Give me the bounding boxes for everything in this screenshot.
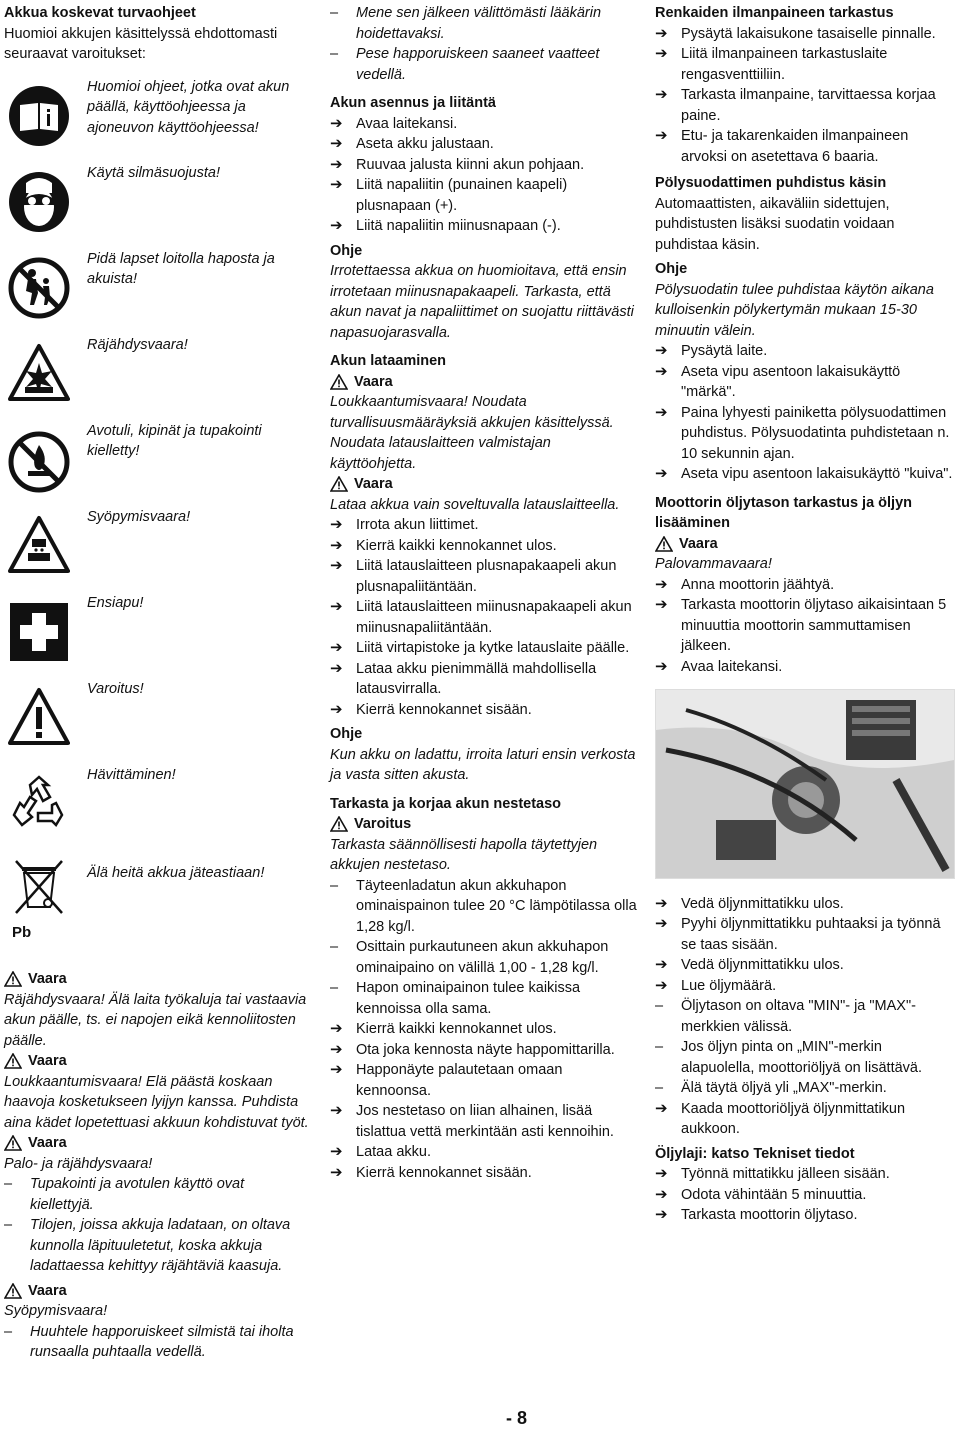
danger-label: Vaara [354, 373, 393, 390]
warning-text: Syöpymisvaara! [4, 1303, 108, 1319]
list-item: ➔ Aseta vipu asentoon lakaisukäyttö "kuiva". [655, 464, 957, 485]
symbol-text: Hävittäminen! [87, 766, 176, 783]
eye-protection-icon [8, 171, 70, 233]
list-item: ➔ Pysäytä laite. [655, 341, 957, 362]
list-item: ➔ Aseta vipu asentoon lakaisukäyttö "märkä". [655, 362, 957, 403]
warning-text: Lataa akkua vain soveltuvalla latauslaitteella. [330, 496, 620, 513]
danger-heading [4, 1281, 310, 1302]
danger-heading [4, 969, 310, 990]
list-item: – Tupakointi ja avotulen käyttö ovat kiellettyjä. [4, 1174, 310, 1215]
install-steps [330, 114, 637, 237]
list-item: – Täyteenladatun akun akkuhapon ominaispainon tulee 20 °C lämpötilassa olla 1,28 kg/l. [330, 876, 637, 938]
first-aid-icon [8, 601, 70, 663]
crossed-bin-icon [8, 855, 70, 917]
danger-label: Vaara [354, 476, 393, 492]
battery-warnings [4, 969, 310, 1363]
list-item: – Hapon ominaipainon tulee kaikissa kennoissa olla sama. [330, 978, 637, 1019]
list-item: ➔ Kierrä kaikki kennokannet ulos. [330, 536, 637, 557]
danger-heading [4, 1051, 310, 1072]
section-title-dust-filter: Pölysuodattimen puhdistus käsin [655, 175, 887, 191]
symbol-text: Pidä lapset loitolla haposta ja akuista! [87, 250, 275, 287]
list-item: ➔ Pyyhi öljynmittatikku puhtaaksi ja työnnä se taas sisään. [655, 914, 957, 955]
list-item: ➔ Vedä öljynmittatikku ulos. [655, 894, 957, 915]
warning-text: Palo- ja räjähdysvaara! [4, 1155, 153, 1172]
list-item: – Jos öljyn pinta on „MIN"-merkin alapuolella, moottoriöljyä on lisättävä. [655, 1037, 957, 1078]
list-item: – Huuhtele happoruiskeet silmistä tai iholta runsaalla puhtaalla vedellä. [4, 1322, 310, 1363]
danger-heading [330, 474, 637, 495]
list-item: ➔ Kierrä kennokannet sisään. [330, 1163, 637, 1184]
list-item: ➔ Etu- ja takarenkaiden ilmanpaineen arvoksi on asetettava 6 baaria. [655, 126, 957, 167]
danger-label: Vaara [28, 1282, 67, 1299]
list-item: ➔ Odota vähintään 5 minuuttia. [655, 1185, 957, 1206]
oil-steps-2 [655, 894, 957, 1140]
list-item: ➔ Lue öljymäärä. [655, 976, 957, 997]
note-text: Pölysuodatin tulee puhdistaa käytön aikana kulloisenkin pölykertymän mukaan 15-30 minuutin välein. [655, 281, 934, 339]
note-heading: Ohje [655, 261, 688, 277]
filter-steps [655, 341, 957, 485]
list-item: – Pese happoruiskeen saaneet vaatteet vedellä. [330, 44, 637, 85]
filter-text: Automaattisten, aikaväliin sidettujen, puhdistusten lisäksi suodatin voidaan puhdistaa käsin. [655, 195, 895, 253]
section-title-oil-type: Öljylaji: katso Tekniset tiedot [655, 1145, 855, 1162]
list-item: ➔ Irrota akun liittimet. [330, 515, 637, 536]
symbol-text: Räjähdysvaara! [87, 336, 188, 353]
list-item: ➔ Liitä latauslaitteen miinusnapakaapeli akun miinusnapaliitäntään. [330, 597, 637, 638]
list-item: ➔ Tarkasta ilmanpaine, tarvittaessa korjaa paine. [655, 85, 957, 126]
list-item: ➔ Vedä öljynmittatikku ulos. [655, 955, 957, 976]
engine-photo [655, 689, 955, 879]
section-title-tire-pressure: Renkaiden ilmanpaineen tarkastus [655, 5, 894, 21]
list-item: ➔ Liitä napaliitin miinusnapaan (-). [330, 216, 637, 237]
recycling-icon [8, 773, 70, 835]
danger-heading [4, 1133, 310, 1154]
corrosive-hazard-icon [8, 515, 70, 577]
list-item: ➔ Aseta akku jalustaan. [330, 134, 637, 155]
list-item: ➔ Ruuvaa jalusta kiinni akun pohjaan. [330, 155, 637, 176]
list-item: – Mene sen jälkeen välittömästi lääkärin hoidettavaksi. [330, 3, 637, 44]
list-item: ➔ Tarkasta moottorin öljytaso. [655, 1205, 957, 1226]
list-item: – Osittain purkautuneen akun akkuhapon ominaipaino on välillä 1,00 - 1,28 kg/l. [330, 937, 637, 978]
battery-safety-intro: Huomioi akkujen käsittelyssä ehdottomasti seuraavat varoitukset: [4, 25, 278, 62]
no-open-flame-icon [8, 431, 70, 493]
column-3 [655, 3, 957, 1226]
list-item: ➔ Kierrä kennokannet sisään. [330, 700, 637, 721]
note-text: Kun akku on ladattu, irroita laturi ensin verkosta ja vasta sitten akusta. [330, 746, 636, 783]
note-text: Irrotettaessa akkua on huomioitava, että ensin irrotetaan miinusnapakaapeli. Tarkasta, että akun navat ja napaliittimet on suojattu riittävästi napasuojarasvalla. [330, 263, 634, 341]
list-item: ➔ Työnnä mittatikku jälleen sisään. [655, 1164, 957, 1185]
symbol-table [4, 77, 310, 997]
warning-text: Tarkasta säännöllisesti hapolla täytettyjen akkujen nestetaso. [330, 836, 598, 873]
caution-heading [330, 814, 637, 835]
column-2 [330, 3, 637, 1183]
section-title-battery-safety: Akkua koskevat turvaohjeet [4, 5, 196, 21]
symbol-text: Syöpymisvaara! [87, 508, 191, 525]
warning-triangle-icon [4, 1053, 22, 1069]
list-item: ➔ Liitä napaliitin (punainen kaapeli) plusnapaan (+). [330, 175, 637, 216]
fluid-items [330, 876, 637, 1184]
danger-label: Vaara [28, 1053, 67, 1069]
list-item: ➔ Liitä ilmanpaineen tarkastuslaite rengasventtiiliin. [655, 44, 957, 85]
warning-triangle-icon [4, 1135, 22, 1151]
warning-triangle-icon [4, 1283, 22, 1299]
section-title-charging: Akun lataaminen [330, 353, 447, 369]
symbol-text: Avotuli, kipinät ja tupakointi kielletty! [87, 422, 262, 459]
list-item: ➔ Jos nestetaso on liian alhainen, lisää tislattua vettä merkintään asti kennoihin. [330, 1101, 637, 1142]
section-title-oil-check: Moottorin öljytason tarkastus ja öljyn lisääminen [655, 494, 913, 531]
warning-icon [8, 687, 70, 749]
symbol-text: Älä heitä akkua jäteastiaan! [87, 864, 265, 881]
danger-heading [330, 372, 637, 393]
lead-label: Pb [12, 923, 32, 941]
warning-text: Loukkaantumisvaara! Elä päästä koskaan haavoja kosketukseen lyijyn kanssa. Puhdista aina kädet lopetettuasi akkuun kohdistuvat työt. [4, 1073, 309, 1131]
warning-text: Palovammavaara! [655, 556, 772, 572]
list-item: ➔ Paina lyhyesti painiketta pölysuodattimen puhdistus. Pölysuodatinta puhdistetaan n. 10 sekunnin ajan. [655, 403, 957, 465]
warning-triangle-icon [655, 536, 673, 552]
page-number: - 8 [506, 1408, 528, 1428]
list-item: ➔ Avaa laitekansi. [330, 114, 637, 135]
list-item: ➔ Tarkasta moottorin öljytaso aikaisintaan 5 minuuttia moottorin sammuttamisen jälkeen. [655, 595, 957, 657]
symbol-text: Ensiapu! [87, 594, 144, 611]
manual-icon [8, 85, 70, 147]
list-item: ➔ Kierrä kaikki kennokannet ulos. [330, 1019, 637, 1040]
danger-label: Vaara [679, 535, 718, 552]
list-item: ➔ Ota joka kennosta näyte happomittarilla. [330, 1040, 637, 1061]
oil-steps-1 [655, 575, 957, 678]
acid-dash-list [330, 3, 637, 85]
warning-triangle-icon [4, 971, 22, 987]
keep-children-away-icon [8, 257, 70, 319]
section-title-install: Akun asennus ja liitäntä [330, 95, 496, 111]
symbol-text: Huomioi ohjeet, jotka ovat akun päällä, käyttöohjeessa ja ajoneuvon käyttöohjeessa! [87, 78, 290, 136]
warning-triangle-icon [330, 374, 348, 390]
list-item: – Älä täytä öljyä yli „MAX"-merkin. [655, 1078, 957, 1099]
list-item: – Öljytason on oltava "MIN"- ja "MAX"-merkkien välissä. [655, 996, 957, 1037]
column-1 [4, 3, 310, 1360]
list-item: ➔ Avaa laitekansi. [655, 657, 957, 678]
list-item: ➔ Pysäytä lakaisukone tasaiselle pinnalle. [655, 24, 957, 45]
list-item: ➔ Liitä latauslaitteen plusnapakaapeli akun plusnapaliitäntään. [330, 556, 637, 597]
danger-label: Vaara [28, 1135, 67, 1151]
list-item: ➔ Kaada moottoriöljyä öljynmittatikun aukkoon. [655, 1099, 957, 1140]
oil-type-steps [655, 1164, 957, 1226]
warning-triangle-icon [330, 816, 348, 832]
danger-heading [655, 534, 957, 555]
warning-dash-list [4, 1322, 310, 1363]
note-heading: Ohje [330, 726, 363, 742]
symbol-text: Varoitus! [87, 680, 144, 697]
warning-dash-list [4, 1174, 310, 1277]
list-item: ➔ Lataa akku. [330, 1142, 637, 1163]
section-title-fluid-level: Tarkasta ja korjaa akun nestetaso [330, 795, 562, 812]
symbol-text: Käytä silmäsuojusta! [87, 164, 220, 181]
list-item: ➔ Liitä virtapistoke ja kytke latauslaite päälle. [330, 638, 637, 659]
note-heading: Ohje [330, 242, 363, 259]
charge-steps [330, 515, 637, 720]
warning-text: Räjähdysvaara! Älä laita työkaluja tai vastaavia akun päälle, ts. ei napojen eikä kennoliitosten päälle. [4, 991, 307, 1049]
danger-label: Vaara [28, 971, 67, 987]
list-item: ➔ Lataa akku pienimmällä mahdollisella latausvirralla. [330, 659, 637, 700]
caution-label: Varoitus [354, 816, 412, 832]
list-item: ➔ Anna moottorin jäähtyä. [655, 575, 957, 596]
list-item: ➔ Happonäyte palautetaan omaan kennoonsa. [330, 1060, 637, 1101]
warning-text: Loukkaantumisvaara! Noudata turvallisuusmääräyksiä akkujen käsittelyssä. Noudata latauslaitteen valmistajan käyttöohjetta. [330, 394, 614, 472]
explosion-hazard-icon [8, 343, 70, 405]
list-item: – Tilojen, joissa akkuja ladataan, on oltava kunnolla läpituuletetut, koska akkuja ladattaessa kehittyy räjähtäviä kaasuja. [4, 1215, 310, 1277]
tire-steps [655, 24, 957, 168]
warning-triangle-icon [330, 476, 348, 492]
